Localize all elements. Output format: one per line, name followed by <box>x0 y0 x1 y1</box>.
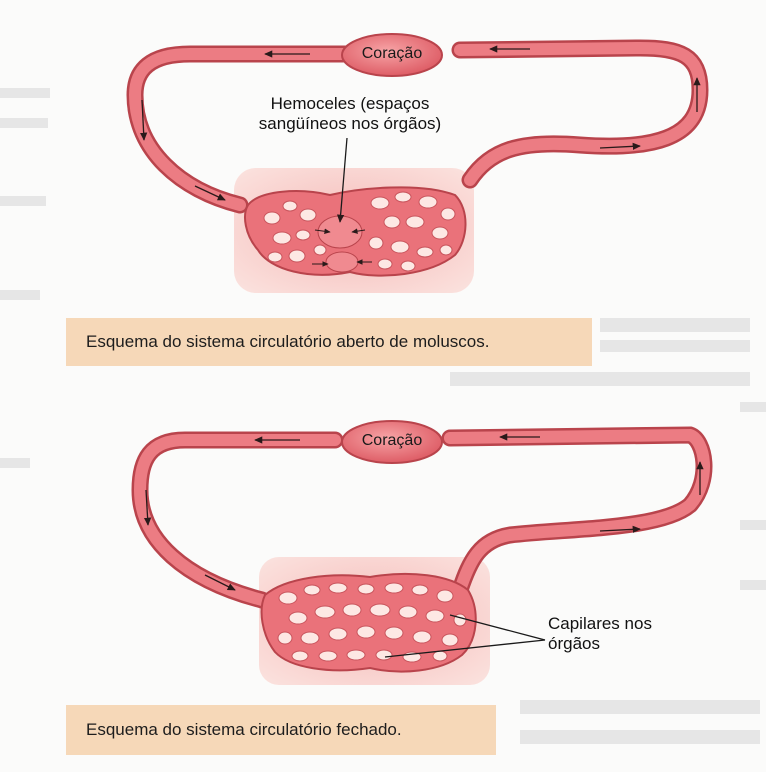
caption-open-system <box>66 318 592 366</box>
hemocoel-network <box>245 187 465 275</box>
heart-label-open: Coração <box>361 45 423 62</box>
hemocoel-label <box>220 94 480 134</box>
hemocoel-label-line1: Hemoceles (espaços <box>270 94 430 113</box>
caption-open-text: Esquema do sistema circulatório aberto de moluscos. <box>86 332 490 351</box>
capillaries-label <box>548 614 708 654</box>
heart-label-closed: Coração <box>361 432 423 449</box>
capillary-network <box>262 574 476 672</box>
hemocoel-label-line2: sangüíneos nos órgãos) <box>258 114 442 133</box>
capillaries-label-line1: Capilares nos <box>548 614 652 633</box>
capillaries-label-line2: órgãos <box>548 634 600 653</box>
caption-closed-system <box>66 705 496 755</box>
caption-closed-text: Esquema do sistema circulatório fechado. <box>86 720 402 739</box>
open-system-diagram <box>135 34 700 293</box>
